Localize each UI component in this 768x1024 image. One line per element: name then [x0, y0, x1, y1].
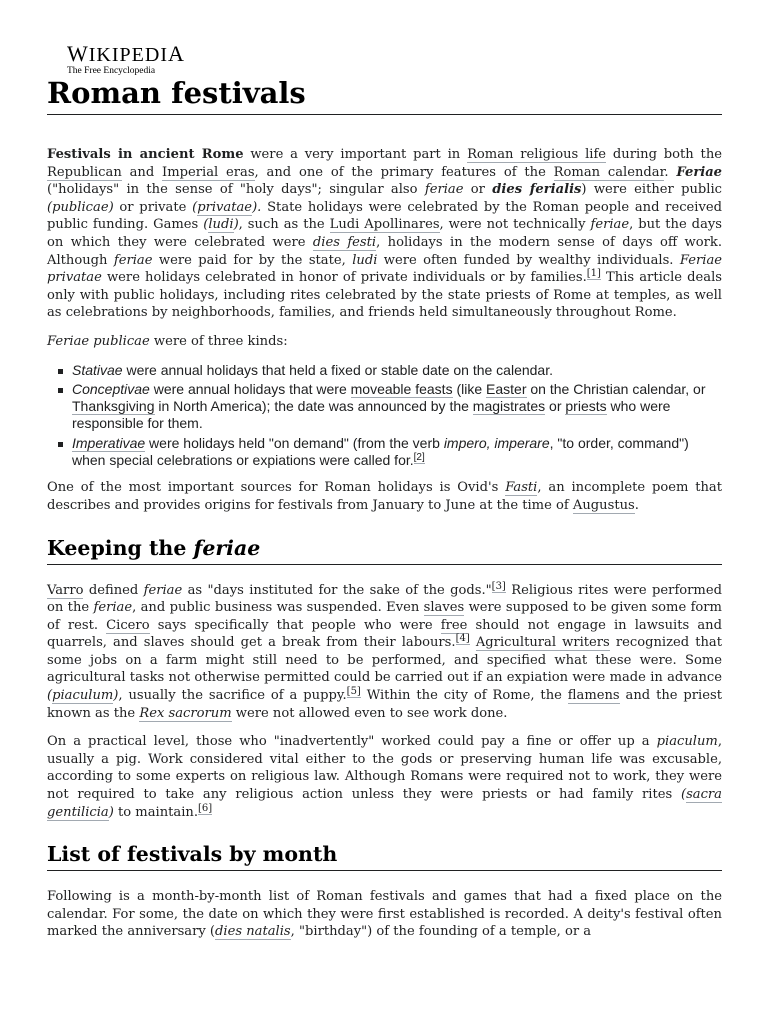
section-heading-festivals-by-month: List of festivals by month — [47, 841, 722, 871]
section-heading-keeping-feriae: Keeping the feriae — [47, 535, 722, 565]
holiday-kinds-list — [47, 362, 722, 469]
link-flamens[interactable]: flamens — [567, 688, 620, 704]
link-piaculum[interactable]: piaculum — [52, 688, 114, 704]
keeping-paragraph-2: On a practical level, those who "inadvertently" worked could pay a fine or offer up a piaculum, usually a pig. Work considered vital either to the gods or preserving human life was excusable, according to some experts on religious law. Although Romans were required not to work, they were not required to take any religious action unless they were priests or had family rites (sacra gentilicia) to maintain.[6] — [47, 734, 722, 820]
link-fasti[interactable]: Fasti — [505, 480, 538, 496]
link-priests[interactable]: priests — [565, 398, 607, 415]
link-roman-religious-life[interactable]: Roman religious life — [467, 147, 607, 162]
footnote-6[interactable]: [6] — [198, 802, 213, 814]
link-magistrates[interactable]: magistrates — [472, 398, 546, 415]
link-privatae[interactable]: privatae — [197, 199, 253, 215]
page-title: Roman festivals — [47, 74, 722, 115]
link-varro[interactable]: Varro — [47, 582, 84, 598]
footnote-4[interactable]: [4] — [455, 633, 470, 645]
link-cicero[interactable]: Cicero — [106, 617, 150, 633]
link-rex-sacrorum[interactable]: Rex sacrorum — [139, 705, 232, 721]
footnote-1[interactable]: [1] — [586, 268, 601, 280]
link-augustus[interactable]: Augustus — [572, 497, 635, 513]
link-thanksgiving[interactable]: Thanksgiving — [72, 398, 155, 415]
link-free[interactable]: free — [440, 617, 468, 633]
footnote-2[interactable]: [2] — [413, 451, 425, 463]
link-agricultural-writers[interactable]: Agricultural writers — [475, 635, 610, 651]
intro-paragraph: Festivals in ancient Rome were a very important part in Roman religious life during both the Republican and Imperial eras, and one of the primary features of the Roman calendar. Feriae ("holidays" in the sense of "holy days"; singular also feriae or dies ferialis) were either public (publicae) or private (privatae). State holidays were celebrated by the Roman people and received public funding. Games (ludi), such as the Ludi Apollinares, were not technically feriae, but the days on which they were celebrated were dies festi, holidays in the modern sense of days off work. Although feriae were paid for by the state, ludi were often funded by wealthy individuals. Feriae privatae were holidays celebrated in honor of private individuals or by families.[1] This article deals only with public holidays, including rites celebrated by the state priests of Rome at temples, as well as celebrations by neighborhoods, families, and friends held simultaneously throughout Rome. — [47, 147, 723, 321]
ovid-paragraph: One of the most important sources for Roman holidays is Ovid's Fasti, an incomplete poem that describes and provides origins for festivals from January to June at the time of Augustus. — [47, 480, 722, 513]
keeping-paragraph-1: Varro defined feriae as "days instituted for the sake of the gods."[3] Religious rites were performed on the feriae, and public business was suspended. Even slaves were supposed to be given some form of rest. Cicero says specifically that people who were free should not engage in lawsuits and quarrels, and slaves should get a break from their labours.[4] Agricultural writers recognized that some jobs on a farm might still need to be performed, and specified what these were. Some agricultural tasks not otherwise permitted could be carried out if an expiation were made in advance (piaculum), usually the sacrifice of a puppy.[5] Within the city of Rome, the flamens and the priest known as the Rex sacrorum were not allowed even to see work done. — [47, 580, 722, 721]
logo-wordmark: WIKIPEDIA — [67, 41, 185, 66]
link-imperativae[interactable]: Imperativae — [72, 434, 146, 451]
list-item: Conceptivae were annual holidays that were moveable feasts (like Easter on the Christian calendar, or Thanksgiving in North America); the date was announced by the magistrates or priests who were responsible for them. — [72, 381, 722, 431]
footnote-3[interactable]: [3] — [491, 580, 506, 592]
month-paragraph: Following is a month-by-month list of Roman festivals and games that had a fixed place on the calendar. For some, the date on which they were first established is recorded. A deity's festival often marked the anniversary (dies natalis, "birthday") of the founding of a temple, or a — [47, 889, 722, 940]
link-sacra-gentilicia[interactable]: sacra gentilicia — [47, 787, 722, 820]
link-ludi[interactable]: ludi — [208, 217, 234, 233]
wikipedia-logo[interactable] — [67, 43, 185, 77]
link-slaves[interactable]: slaves — [423, 600, 465, 616]
link-ludi-apollinares[interactable]: Ludi Apollinares — [329, 217, 440, 233]
link-roman-calendar[interactable]: Roman calendar — [553, 164, 665, 180]
link-republican[interactable]: Republican — [47, 164, 122, 180]
logo-tagline: The Free Encyclopedia — [67, 66, 156, 76]
link-moveable-feasts[interactable]: moveable feasts — [350, 381, 453, 398]
list-item: Imperativae were holidays held "on demand" (from the verb impero, imperare, "to order, command") when special celebrations or expiations were called for.[2] — [72, 435, 722, 469]
link-easter[interactable]: Easter — [486, 381, 527, 398]
kinds-paragraph: Feriae publicae were of three kinds: — [47, 333, 288, 349]
link-dies-festi[interactable]: dies festi — [312, 234, 377, 250]
list-item: Stativae were annual holidays that held a fixed or stable date on the calendar. — [72, 362, 722, 379]
article-body — [47, 146, 722, 941]
link-dies-natalis[interactable]: dies natalis — [215, 924, 291, 940]
footnote-5[interactable]: [5] — [346, 686, 361, 698]
link-imperial-eras[interactable]: Imperial eras — [162, 164, 255, 180]
